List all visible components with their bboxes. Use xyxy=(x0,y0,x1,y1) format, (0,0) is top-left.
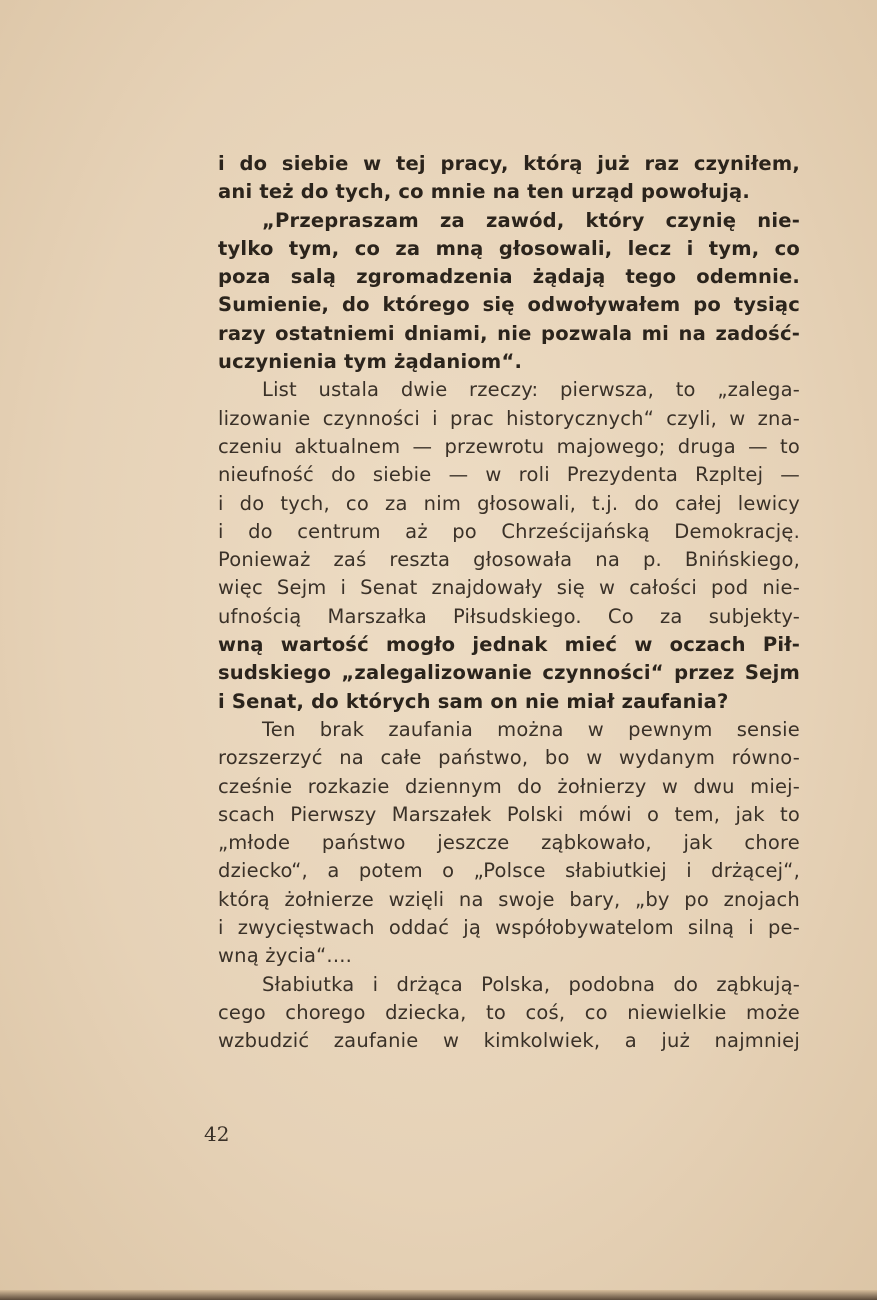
text-line: ufnością Marszałka Piłsudskiego. Co za subjekty- xyxy=(218,604,800,628)
text-line: więc Sejm i Senat znajdowały się w całości pod nie- xyxy=(218,576,800,600)
text-line: Ponieważ zaś reszta głosowała na p. Bnińskiego, xyxy=(218,548,800,572)
text-line: sudskiego „zalegalizowanie czynności“ przez Sejm xyxy=(218,661,800,685)
text-line: Słabiutka i drżąca Polska, podobna do ząbkują- xyxy=(262,972,800,996)
text-line: List ustala dwie rzeczy: pierwsza, to „zalega- xyxy=(262,378,800,402)
text-line: wną życia“.... xyxy=(218,944,353,968)
text-line: rozszerzyć na całe państwo, bo w wydanym równo- xyxy=(218,746,800,770)
body-text xyxy=(218,150,800,1056)
text-line: i do centrum aż po Chrześcijańską Demokrację. xyxy=(218,519,800,543)
text-line: dziecko“, a potem o „Polsce słabiutkiej i drżącej“, xyxy=(218,859,800,883)
text-line: poza salą zgromadzenia żądają tego odemnie. xyxy=(218,265,800,289)
text-line: „Przepraszam za zawód, który czynię nie- xyxy=(262,208,800,232)
text-line: nieufność do siebie — w roli Prezydenta Rzpltej — xyxy=(218,463,800,487)
text-line: i zwycięstwach oddać ją współobywatelom silną i pe- xyxy=(218,916,800,940)
text-line: którą żołnierze wzięli na swoje bary, „by po znojach xyxy=(218,887,800,911)
text-line: lizowanie czynności i prac historycznych“ czyli, w zna- xyxy=(218,406,800,430)
text-line: uczynienia tym żądaniom“. xyxy=(218,350,523,374)
text-line: czeniu aktualnem — przewrotu majowego; druga — to xyxy=(218,434,800,458)
text-line: cego chorego dziecka, to coś, co niewielkie może xyxy=(218,1000,800,1024)
text-line: Sumienie, do którego się odwoływałem po tysiąc xyxy=(218,293,800,317)
text-line: i do tych, co za nim głosowali, t.j. do całej lewicy xyxy=(218,491,800,515)
text-line: ani też do tych, co mnie na ten urząd powołują. xyxy=(218,180,750,204)
text-line: wzbudzić zaufanie w kimkolwiek, a już najmniej xyxy=(218,1029,800,1053)
text-line: „młode państwo jeszcze ząbkowało, jak chore xyxy=(218,831,800,855)
page-bottom-edge xyxy=(0,1290,877,1300)
text-line: scach Pierwszy Marszałek Polski mówi o tem, jak to xyxy=(218,802,800,826)
text-line: Ten brak zaufania można w pewnym sensie xyxy=(262,717,800,741)
text-line: tylko tym, co za mną głosowali, lecz i tym, co xyxy=(218,236,800,260)
text-line: cześnie rozkazie dziennym do żołnierzy w dwu miej- xyxy=(218,774,800,798)
text-line: wną wartość mogło jednak mieć w oczach Pił- xyxy=(218,633,800,657)
text-line: razy ostatniemi dniami, nie pozwala mi na zadość- xyxy=(218,321,800,345)
text-line: i do siebie w tej pracy, którą już raz czyniłem, xyxy=(218,152,800,175)
page-number: 42 xyxy=(204,1122,230,1146)
text-line: i Senat, do których sam on nie miał zaufania? xyxy=(218,689,729,713)
